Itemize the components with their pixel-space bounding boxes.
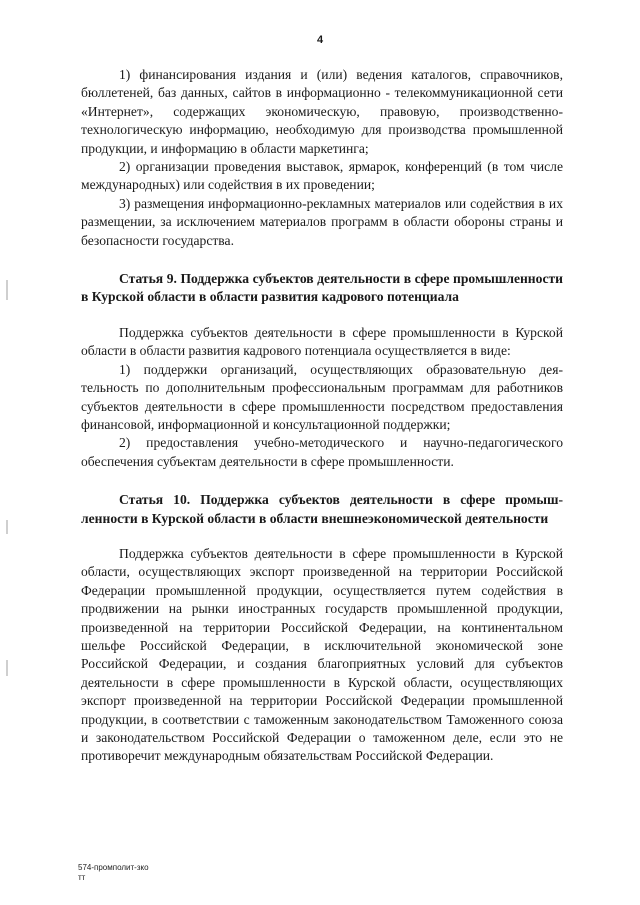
footer-doc-code: 574-промполит-зко: [78, 863, 149, 872]
scan-edge-mark: [6, 280, 8, 300]
article-10-heading: Статья 10. Поддержка субъектов деятельности в сфере промышленности в Курской области в области внешнеэкономической деятельности: [81, 492, 563, 526]
scan-edge-mark: [6, 520, 8, 534]
article-9-intro: Поддержка субъектов деятельности в сфере промышленности в Курской области в области развития кадрового потенциала осуществляется в виде:: [81, 324, 563, 359]
list-item-advertising: 3) размещения информационно-рекламных материалов или содействия в их размещении, за исключением материалов программ в области обороны страны и безопасности государства.: [81, 195, 563, 248]
list-item-financing: 1) финансирования издания и (или) ведения каталогов, справочников, бюллетеней, баз данных, сайтов в информационно - телекоммуникационной сети «Интернет», содержащих экономическую, правовую, производственно-технологическую информацию, необходимую для производства промышленной продукции, и информацию в области маркетинга;: [81, 67, 563, 156]
list-item-exhibitions: 2) организации проведения выставок, ярмарок, конференций (в том числе международных) или содействия в их проведении;: [81, 159, 563, 193]
footer-initials: тт: [78, 873, 86, 882]
article-9-item-2: 2) предоставления учебно-методического и научно-педагогического обеспечения субъектам деятельности в сфере промышленности.: [81, 435, 563, 469]
scan-edge-mark: [6, 660, 8, 676]
document-footer: [78, 863, 149, 883]
article-10-body: Поддержка субъектов деятельности в сфере промышленности в Курской области, осуществляющих экспорт произведенной на территории Российской Федерации промышленной продукции, осуществляется путем содействия в продвижении на рынки иностранных государств промышленной продукции, произведенной на территории Российской Федерации, на континентальном шельфе Российской Федерации, в исключительной экономической зоне Российской Федерации, и создания благоприятных условий для субъектов деятельности в сфере промышленности в Курской области, осуществляющих экспорт произведенной на территории Российской Федерации промышленной продукции, в соответствии с таможенным законодательством Таможенного союза и законодательством Российской Федерации о таможенном деле, если это не противоречит международным обязательствам Российской Федерации.: [81, 545, 563, 764]
page-number: 4: [316, 34, 324, 46]
document-body: [81, 66, 563, 766]
article-9-item-1: 1) поддержки организаций, осуществляющих образовательную деятельность по дополнительным профессиональным программам для работников субъектов деятельности в сфере промышленности посредством предоставления финансовой, информационной и консультационной поддержки;: [81, 361, 563, 432]
article-9-heading: Статья 9. Поддержка субъектов деятельности в сфере промышленности в Курской области в области развития кадрового потенциала: [81, 271, 563, 305]
